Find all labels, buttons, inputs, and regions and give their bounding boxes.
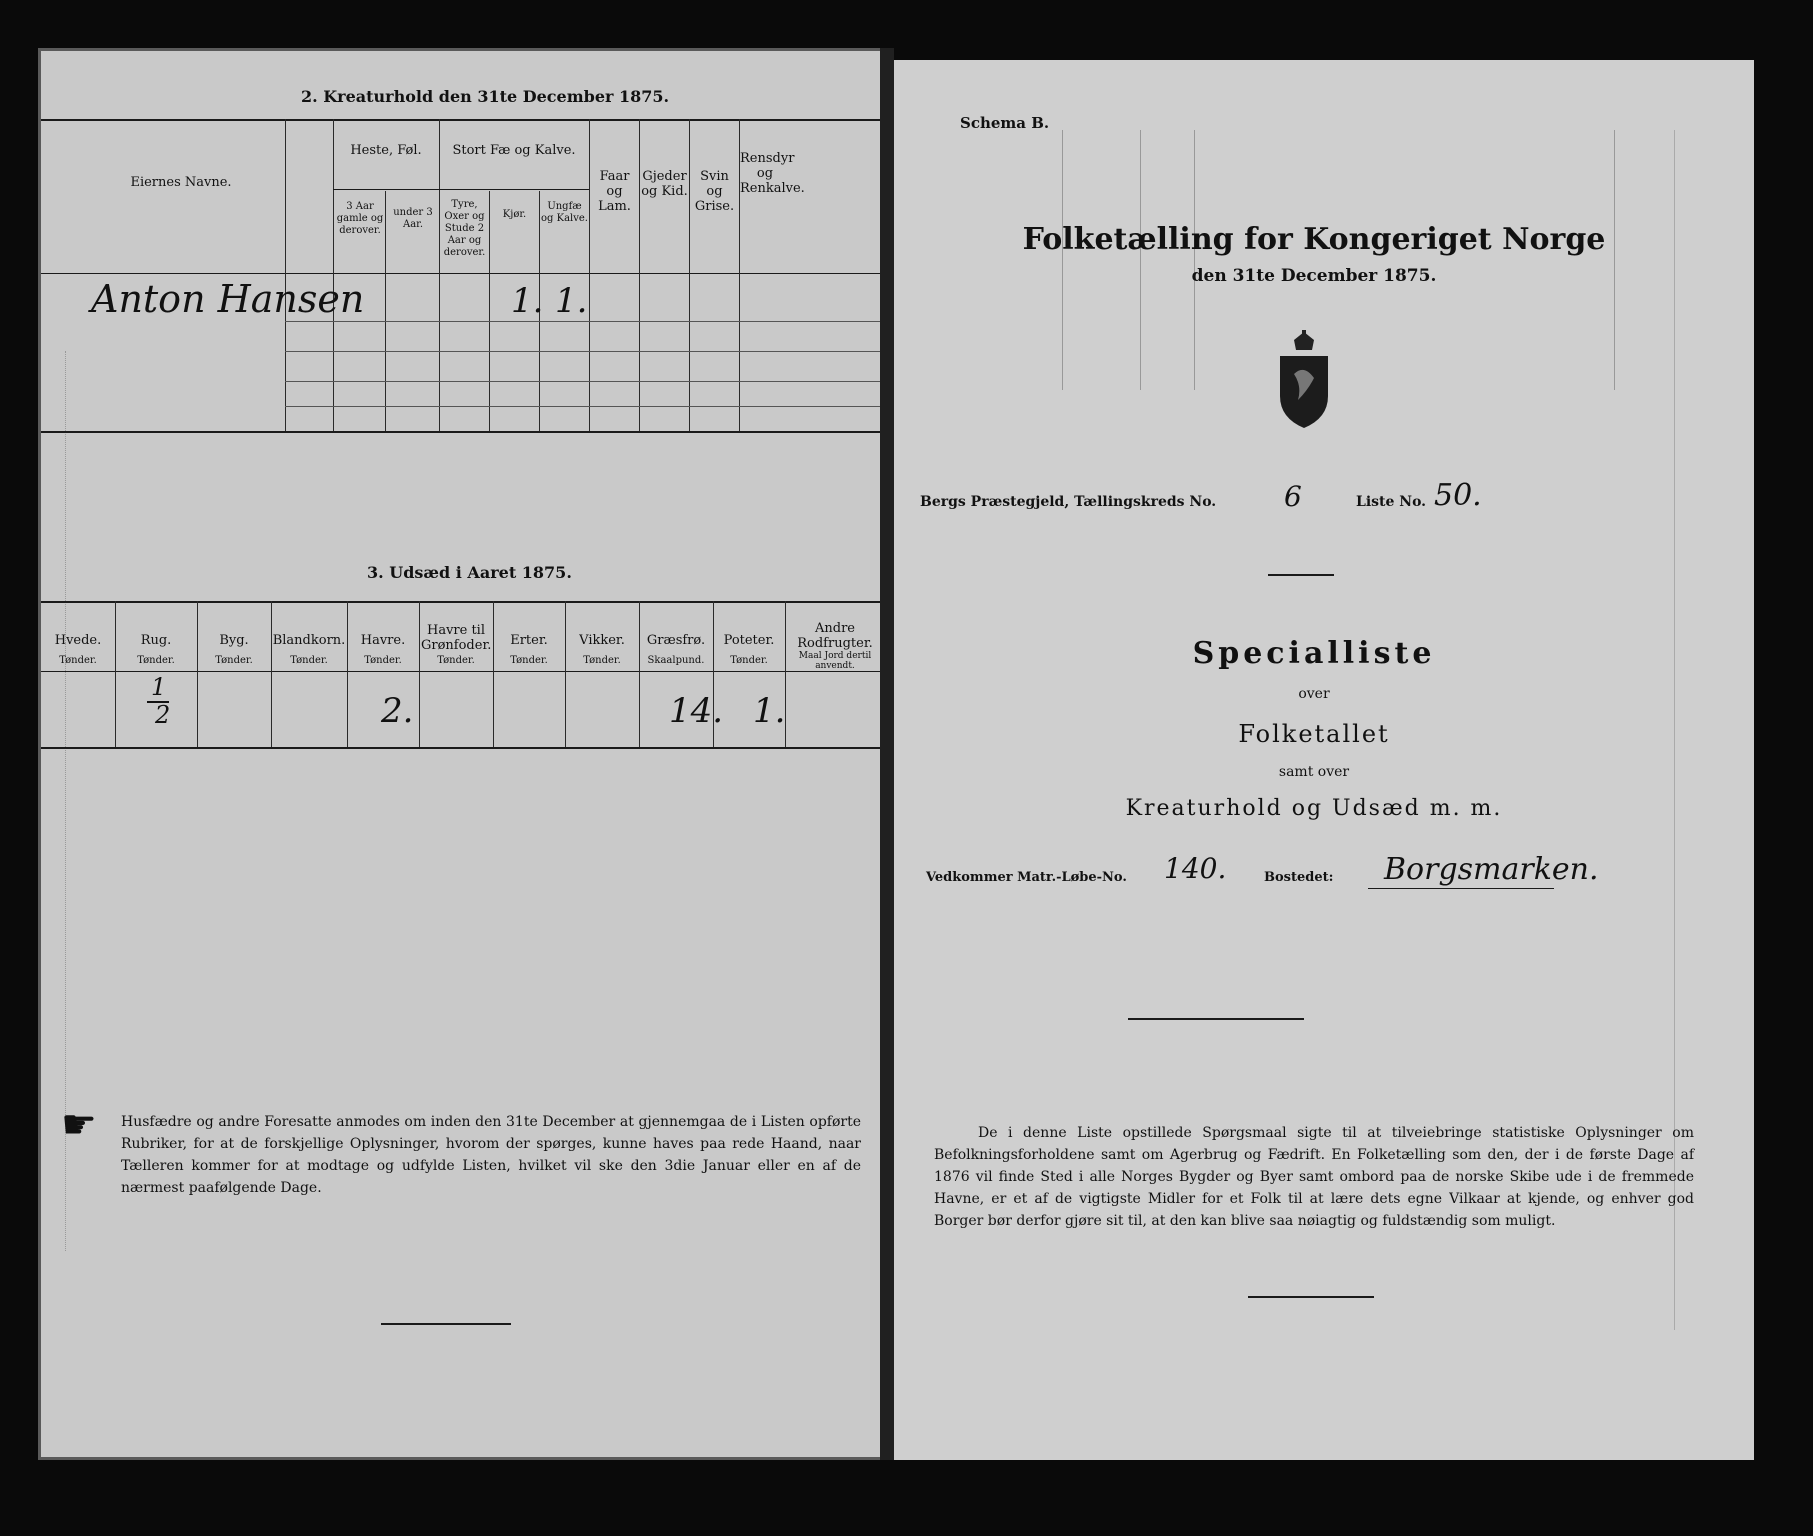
vetch-header: Vikker. xyxy=(579,633,625,648)
col-line xyxy=(489,191,490,431)
bleed-line xyxy=(1194,130,1195,390)
rule xyxy=(285,406,884,407)
rule xyxy=(285,321,884,322)
col-line xyxy=(565,601,566,747)
col-line xyxy=(419,601,420,747)
col-line xyxy=(493,601,494,747)
col-line xyxy=(115,601,116,747)
intro-paragraph: De i denne Liste opstillede Spørgsmaal sigte til at tilveiebringe statistiske Oplysninger om Befolkningsforholdene samt om Agerbrug og Fædrift. En Folketælling som den, der i de første Dage af 1876 vil finde Sted i alle Norges Bygder og Byer samt ombord paa de norske Skibe ude i de fremmede Havne, er et af de vigtigste Midler for et Folk til at lære dets egne Vilkaar at kjende, og enhver god Borger bør derfor gjøre sit til, at den kan blive saa nøiagtig og fuldstændig som muligt. xyxy=(934,1125,1694,1229)
unit-label: Tønder. xyxy=(730,655,768,666)
col-line xyxy=(271,601,272,747)
unit-label: Tønder. xyxy=(583,655,621,666)
col-line xyxy=(639,119,640,431)
owner-name: Anton Hansen xyxy=(91,277,365,321)
bleed-line xyxy=(1140,130,1141,390)
mixed-grain-header: Blandkorn. xyxy=(272,633,346,648)
unit-label: Tønder. xyxy=(437,655,475,666)
oats-fodder-header: Havre til Grønfoder. xyxy=(421,623,492,653)
col-line xyxy=(285,119,286,431)
left-page xyxy=(38,48,884,1460)
notice-text: Husfædre og andre Foresatte anmodes om inden den 31te December at gjennemgaa de i Listen opførte Rubriker, for at de forskjellige Oplysninger, hvorom der spørges, kunne haves paa rede Haand, naar Tælleren kommer for at modtage og udfylde Listen, hvilket vil ske den 3die Januar eller en af de nærmest paafølgende Dage. xyxy=(121,1114,861,1196)
census-date: den 31te December 1875. xyxy=(1191,266,1437,286)
rule xyxy=(41,601,884,603)
district-label: Bergs Præstegjeld, Tællingskreds No. xyxy=(920,494,1217,510)
oats-value: 2. xyxy=(381,691,414,731)
schema-label: Schema B. xyxy=(960,114,1050,132)
rye-header: Rug. xyxy=(140,633,172,648)
col-line xyxy=(333,119,334,431)
right-page xyxy=(894,60,1754,1460)
unit-label: Tønder. xyxy=(59,655,97,666)
owner-header: Eiernes Navne. xyxy=(130,175,232,190)
rule xyxy=(41,747,884,749)
pointing-hand-icon: ☛ xyxy=(61,1102,97,1148)
matr-label: Vedkommer Matr.-Løbe-No. xyxy=(926,870,1127,885)
bosted-label: Bostedet: xyxy=(1264,870,1334,885)
bosted-value: Borgsmarken. xyxy=(1384,852,1599,887)
other-roots-header: Andre Rodfrugter. xyxy=(797,621,873,651)
section3-title: 3. Udsæd i Aaret 1875. xyxy=(367,563,572,582)
goats-header: Gjeder og Kid. xyxy=(641,169,688,199)
book-spine xyxy=(880,48,894,1460)
kreatur-text: Kreaturhold og Udsæd m. m. xyxy=(1125,796,1503,821)
list-no: 50. xyxy=(1434,478,1482,513)
wheat-header: Hvede. xyxy=(54,633,102,648)
rule xyxy=(41,273,884,274)
barley-header: Byg. xyxy=(219,633,249,648)
young-cattle-header: Ungfæ og Kalve. xyxy=(541,201,588,224)
grass-seed-header: Græsfrø. xyxy=(646,633,706,648)
rule xyxy=(1268,574,1334,576)
matr-no: 140. xyxy=(1164,852,1227,885)
unit-label: Tønder. xyxy=(137,655,175,666)
pigs-header: Svin og Grise. xyxy=(694,169,735,214)
rule xyxy=(285,381,884,382)
coat-of-arms-icon xyxy=(1272,330,1336,430)
rule xyxy=(1128,1018,1304,1020)
folketallet-text: Folketallet xyxy=(1238,720,1390,748)
rye-den: 2 xyxy=(155,701,171,729)
grass-seed-value: 14. xyxy=(669,691,724,731)
col-line xyxy=(439,119,440,431)
unit-label: Tønder. xyxy=(215,655,253,666)
potatoes-value: 1. xyxy=(753,691,786,731)
horses-young-header: under 3 Aar. xyxy=(393,207,433,230)
bleed-line xyxy=(1062,130,1063,390)
unit-label: Maal Jord dertil anvendt. xyxy=(798,651,872,671)
rule xyxy=(1248,1296,1374,1298)
rule xyxy=(41,119,884,121)
col-line xyxy=(589,119,590,431)
col-line xyxy=(385,191,386,431)
col-line xyxy=(347,601,348,747)
horses-old-header: 3 Aar gamle og derover. xyxy=(336,201,384,236)
cattle-header: Stort Fæ og Kalve. xyxy=(452,143,576,158)
sheep-header: Faar og Lam. xyxy=(598,169,631,214)
unit-label: Tønder. xyxy=(290,655,328,666)
rye-num: 1 xyxy=(151,673,167,701)
rule xyxy=(381,1323,511,1325)
col-line xyxy=(689,119,690,431)
unit-label: Tønder. xyxy=(510,655,548,666)
reindeer-header: Rensdyr og Renkalve. xyxy=(740,151,805,196)
rule xyxy=(333,189,589,190)
specialliste-title: Specialliste xyxy=(1192,636,1436,671)
young-cattle-value: 1. xyxy=(555,281,588,321)
oats-header: Havre. xyxy=(360,633,406,648)
district-no: 6 xyxy=(1284,480,1302,513)
col-line xyxy=(639,601,640,747)
cows-value: 1. xyxy=(511,281,544,321)
rule xyxy=(41,671,884,672)
over-text: over xyxy=(1298,686,1330,702)
unit-label: Skaalpund. xyxy=(647,655,705,666)
bleed-line xyxy=(1614,130,1615,390)
section2-title: 2. Kreaturhold den 31te December 1875. xyxy=(301,87,670,106)
horses-header: Heste, Føl. xyxy=(350,143,422,158)
list-label: Liste No. xyxy=(1356,494,1427,510)
potatoes-header: Poteter. xyxy=(723,633,775,648)
unit-label: Tønder. xyxy=(364,655,402,666)
bulls-header: Tyre, Oxer og Stude 2 Aar og derover. xyxy=(443,199,486,258)
samt-over-text: samt over xyxy=(1278,764,1350,780)
peas-header: Erter. xyxy=(510,633,548,648)
col-line xyxy=(197,601,198,747)
cows-header: Kjør. xyxy=(502,209,527,220)
rule xyxy=(1368,888,1554,889)
census-title: Folketælling for Kongeriget Norge xyxy=(1022,222,1606,257)
rule xyxy=(41,431,884,433)
rule xyxy=(285,351,884,352)
